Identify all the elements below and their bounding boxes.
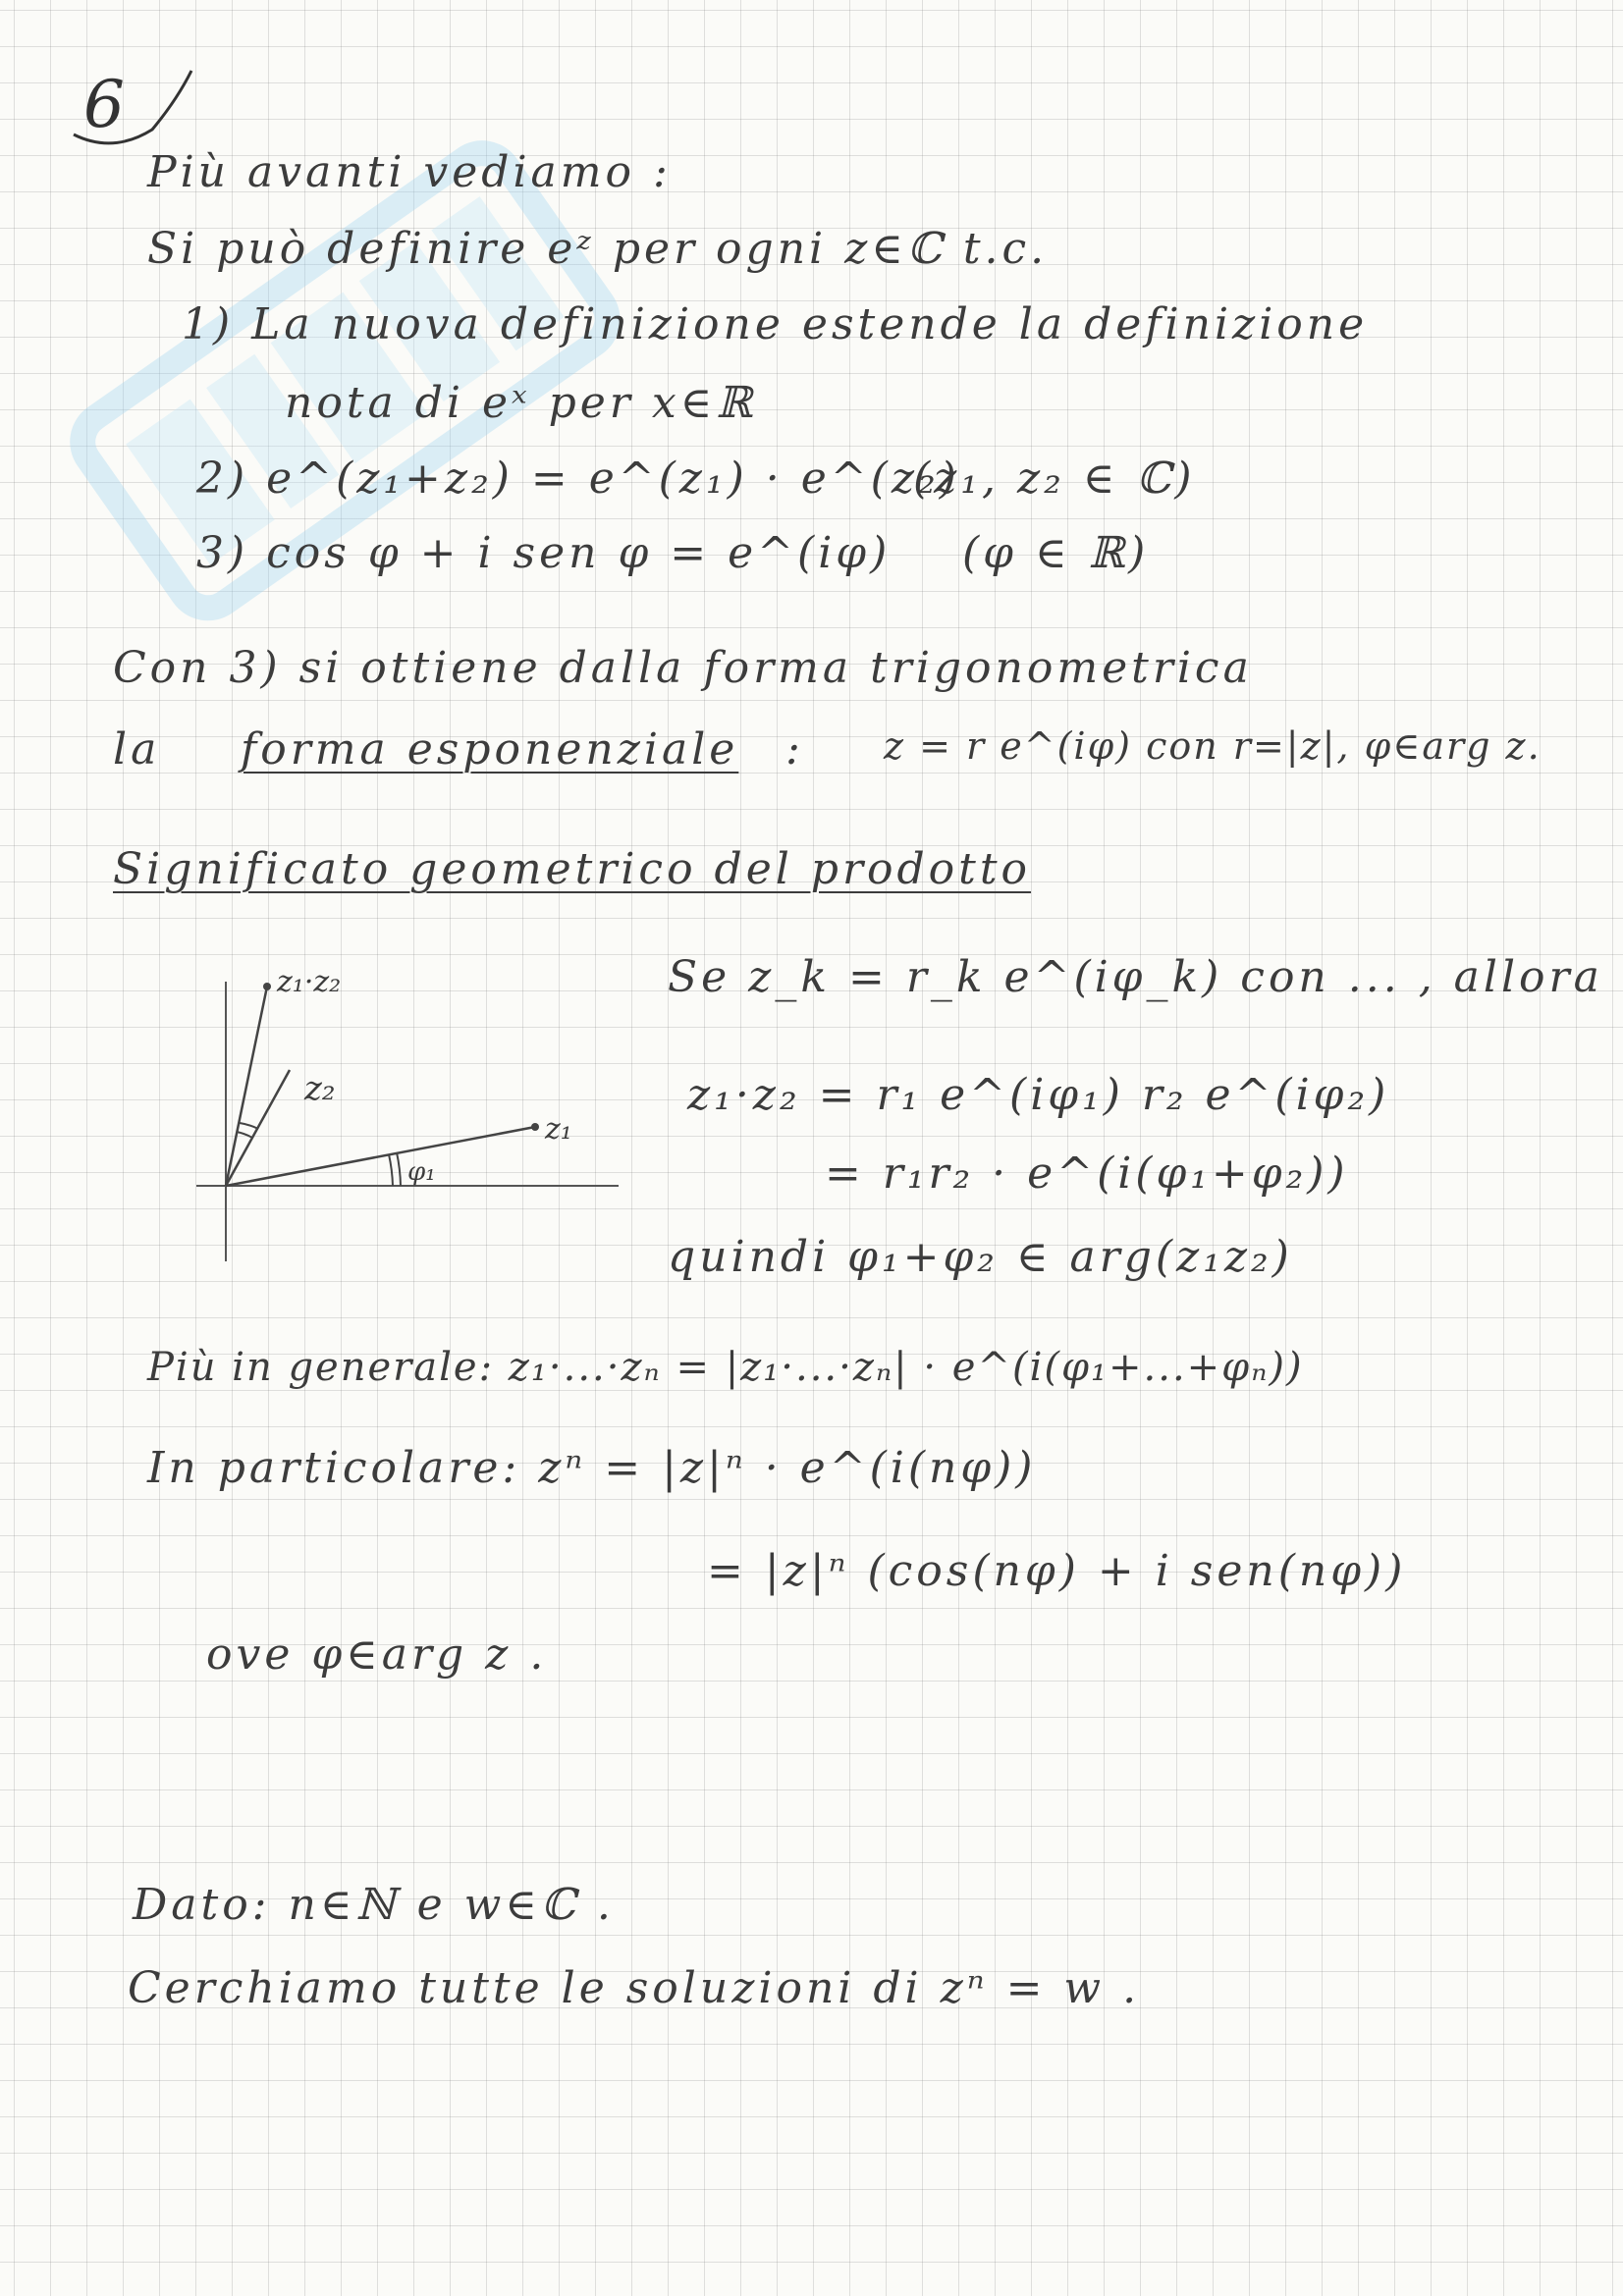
line-product-result: = r₁r₂ · e^(i(φ₁+φ₂)): [825, 1148, 1349, 1199]
line-find-solutions: Cerchiamo tutte le soluzioni di zⁿ = w .: [128, 1963, 1141, 2013]
label-z1z2: z₁·z₂: [277, 965, 342, 999]
point-z1: [531, 1123, 539, 1131]
line-product: z₁·z₂ = r₁ e^(iφ₁) r₂ e^(iφ₂): [687, 1070, 1390, 1120]
line-given: Dato: n∈ℕ e w∈ℂ .: [133, 1880, 615, 1930]
label-z1: z₁: [545, 1112, 572, 1147]
line-property-2-domain: (z₁, z₂ ∈ ℂ): [913, 454, 1196, 504]
vector-z1: [226, 1127, 535, 1186]
page-number: [54, 61, 201, 149]
line-exp-form-formula: z = r e^(iφ) con r=|z|, φ∈arg z.: [884, 724, 1542, 768]
angle-arc-phi1-double: [397, 1152, 401, 1186]
line-where: ove φ∈arg z .: [206, 1629, 548, 1680]
line-trig-form: Con 3) si ottiene dalla forma trigonometrica: [113, 643, 1253, 693]
line-intro: Più avanti vediamo :: [147, 147, 672, 197]
section-title-geometric-product: Significato geometrico del prodotto: [113, 844, 1032, 894]
line-property-3-domain: (φ ∈ ℝ): [962, 528, 1150, 578]
line-therefore: quindi φ₁+φ₂ ∈ arg(z₁z₂): [668, 1232, 1293, 1282]
angle-arc-z2-double: [240, 1123, 258, 1129]
line-definition: Si può definire eᶻ per ogni z∈ℂ t.c.: [147, 224, 1049, 274]
angle-arc-phi1: [389, 1154, 393, 1186]
product-diagram: [196, 962, 628, 1276]
angle-arc-z2: [237, 1132, 252, 1138]
vector-z1z2: [226, 987, 267, 1186]
line-exp-form-la: la: [113, 724, 161, 774]
line-property-1: 1) La nuova definizione estende la definizione: [182, 299, 1369, 349]
line-exp-form-term: forma esponenziale: [241, 724, 739, 774]
page-number-value: 6: [83, 67, 125, 142]
line-property-2: 2) e^(z₁+z₂) = e^(z₁) · e^(z₂): [196, 454, 960, 504]
line-particular-cont: = |z|ⁿ (cos(nφ) + i sen(nφ)): [707, 1546, 1407, 1596]
point-z1z2: [263, 983, 271, 990]
page-number-circle: [54, 61, 201, 149]
label-z2: z₂: [304, 1069, 336, 1108]
line-particular: In particolare: zⁿ = |z|ⁿ · e^(i(nφ)): [147, 1443, 1037, 1493]
line-property-1-cont: nota di eˣ per x∈ℝ: [285, 378, 756, 428]
line-general: Più in generale: z₁·...·zₙ = |z₁·...·zₙ| · e^(i(φ₁+...+φₙ)): [147, 1345, 1304, 1390]
line-property-3: 3) cos φ + i sen φ = e^(iφ): [196, 528, 892, 578]
label-phi1: φ₁: [407, 1157, 436, 1187]
line-exp-form-colon: :: [785, 724, 804, 774]
line-if-zk: Se z_k = r_k e^(iφ_k) con ... , allora: [668, 952, 1603, 1002]
